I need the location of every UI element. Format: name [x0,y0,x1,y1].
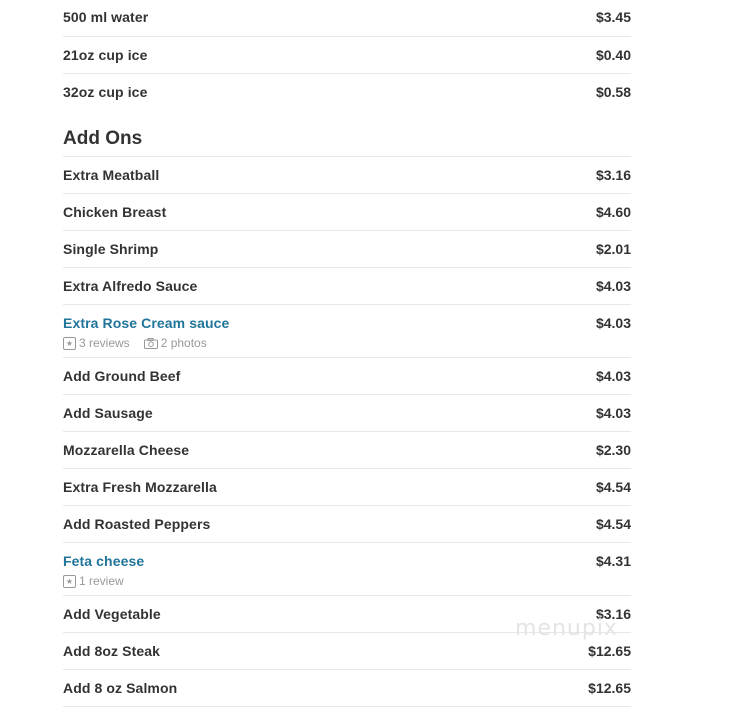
item-name: Add Roasted Peppers [63,516,211,532]
item-meta [63,574,144,588]
item-name: Add Sausage [63,405,153,421]
item-name: 32oz cup ice [63,84,148,100]
item-price: $4.03 [595,315,631,331]
item-name: Extra Fresh Mozzarella [63,479,217,495]
camera-icon [144,338,158,349]
item-name: 21oz cup ice [63,47,148,63]
menu-item [63,231,631,268]
item-name-link[interactable]: Extra Rose Cream sauce [63,315,230,331]
item-price: $0.40 [595,47,631,63]
review-star-icon: ★ [63,337,76,350]
item-meta [63,336,229,350]
item-price: $12.65 [588,643,631,659]
item-price: $3.45 [595,9,631,25]
reviews-link[interactable] [63,336,130,350]
item-price: $0.58 [595,84,631,100]
menu-item [63,157,631,194]
item-name: 500 ml water [63,9,149,25]
review-star-icon: ★ [63,575,76,588]
item-price: $2.30 [595,442,631,458]
menu-list [63,0,631,707]
item-price: $3.16 [595,167,631,183]
item-name: Chicken Breast [63,204,167,220]
item-price: $4.31 [595,553,631,569]
menu-item [63,305,631,358]
item-price: $4.03 [595,405,631,421]
item-name: Add 8 oz Salmon [63,680,178,696]
menu-item [63,670,631,707]
menu-item [63,432,631,469]
reviews-count: 3 reviews [79,336,130,350]
reviews-link[interactable] [63,574,124,588]
menu-item [63,358,631,395]
menu-item [63,74,631,111]
item-name: Add Vegetable [63,606,161,622]
item-price: $3.16 [595,606,631,622]
item-name: Extra Alfredo Sauce [63,278,198,294]
item-name-link[interactable]: Feta cheese [63,553,145,569]
item-price: $4.54 [595,516,631,532]
menu-item [63,543,631,596]
item-price: $2.01 [595,241,631,257]
menu-item [63,268,631,305]
item-price: $4.03 [595,278,631,294]
photos-link[interactable] [144,336,207,350]
item-name: Add 8oz Steak [63,643,160,659]
item-price: $4.60 [595,204,631,220]
item-name: Extra Meatball [63,167,160,183]
menu-item [63,194,631,231]
photos-count: 2 photos [160,336,207,350]
section-title: Add Ons [63,111,631,157]
item-name: Single Shrimp [63,241,159,257]
menu-item [63,0,631,37]
reviews-count: 1 review [79,574,124,588]
watermark: menupix [515,616,618,641]
item-price: $4.54 [595,479,631,495]
item-name: Add Ground Beef [63,368,181,384]
item-price: $4.03 [595,368,631,384]
menu-item [63,37,631,74]
item-price: $12.65 [588,680,631,696]
menu-item [63,506,631,543]
menu-item [63,469,631,506]
item-name: Mozzarella Cheese [63,442,190,458]
menu-item [63,395,631,432]
